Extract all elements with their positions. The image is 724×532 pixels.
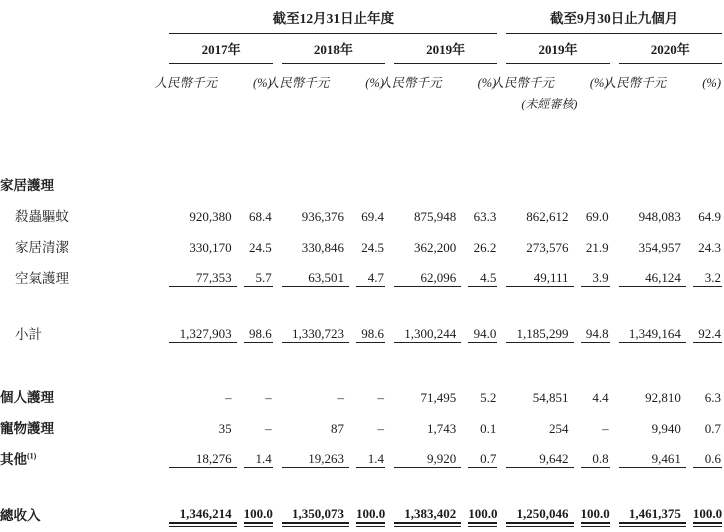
pct-cell: 24.5	[361, 240, 385, 256]
pct-cell: 4.4	[592, 390, 609, 406]
table-row-total-revenue	[0, 498, 722, 524]
value-cell: 920,380	[189, 209, 232, 225]
percent-unit-label: (%)	[589, 75, 609, 90]
pct-cell: 100.0	[244, 507, 273, 524]
currency-unit-label: 人民幣千元	[379, 75, 442, 90]
pct-cell: 3.2	[693, 271, 722, 287]
percent-unit-label: (%)	[477, 75, 497, 90]
value-cell: 862,612	[526, 209, 569, 225]
units-header-row	[0, 64, 722, 90]
pct-cell: 94.0	[468, 327, 497, 343]
currency-unit-label: 人民幣千元	[603, 75, 667, 90]
period-group-annual: 截至12月31日止年度	[169, 11, 497, 34]
value-cell: 19,263	[282, 452, 349, 468]
others-label-text: 其他	[0, 452, 27, 468]
pct-cell: 100.0	[581, 507, 610, 524]
value-cell: 1,346,214	[169, 507, 236, 524]
value-cell: 1,300,244	[394, 327, 461, 343]
value-cell: 330,846	[301, 240, 344, 256]
currency-unit-label: 人民幣千元	[266, 75, 330, 90]
value-cell: 35	[218, 421, 232, 437]
pct-cell: 69.4	[361, 209, 385, 225]
currency-unit-label: 人民幣千元	[491, 75, 554, 90]
pct-cell: 0.8	[581, 452, 610, 468]
value-cell: 362,200	[413, 240, 457, 256]
value-cell: 87	[330, 421, 344, 437]
pct-cell: 24.5	[248, 240, 272, 256]
revenue-breakdown-table	[0, 4, 722, 524]
table-row-air-care	[0, 256, 722, 287]
value-cell: 1,185,299	[506, 327, 573, 343]
table-row-cleaning	[0, 225, 722, 256]
value-cell: 71,495	[420, 390, 457, 406]
year-header-2017: 2017年	[169, 43, 272, 64]
pct-cell: 1.4	[244, 452, 273, 468]
row-label-cleaning: 家居清潔	[15, 240, 69, 256]
pct-cell: 4.7	[356, 271, 385, 287]
pct-cell: 3.9	[581, 271, 610, 287]
value-cell: 54,851	[532, 390, 569, 406]
percent-unit-label: (%)	[702, 75, 721, 90]
year-header-2020-9m: 2020年	[619, 43, 722, 64]
value-cell: 1,743	[426, 421, 457, 437]
period-group-nine-month: 截至9月30日止九個月	[506, 11, 722, 34]
pct-cell: 69.0	[585, 209, 609, 225]
value-cell: 9,920	[394, 452, 461, 468]
spacer-row	[0, 468, 722, 498]
year-header-2018: 2018年	[282, 43, 385, 64]
table-row-subtotal	[0, 319, 722, 343]
row-label-air-care: 空氣護理	[15, 271, 69, 287]
value-cell: 1,461,375	[619, 507, 686, 524]
pct-cell: 92.4	[693, 327, 722, 343]
row-label-others	[0, 437, 160, 468]
value-cell: 63,501	[282, 271, 349, 287]
pct-cell: 100.0	[356, 507, 385, 524]
pct-cell: 100.0	[468, 507, 497, 524]
pct-cell: 0.1	[480, 421, 497, 437]
period-group-header-row	[0, 4, 722, 34]
unaudited-note: (未經審核)	[521, 97, 578, 112]
value-cell: 18,276	[169, 452, 236, 468]
pct-cell: 24.3	[698, 240, 721, 256]
year-header-row	[0, 34, 722, 64]
pct-cell: 100.0	[693, 507, 722, 524]
spacer-row	[0, 287, 722, 319]
value-cell: 254	[549, 421, 569, 437]
currency-unit-label: 人民幣千元	[154, 75, 217, 90]
row-label-home-care: 家居護理	[0, 178, 54, 194]
value-cell: 1,349,164	[619, 327, 686, 343]
pct-cell: 98.6	[244, 327, 273, 343]
pct-cell: –	[602, 421, 609, 437]
unaudited-note-row	[0, 90, 722, 112]
value-cell: –	[337, 390, 344, 406]
percent-unit-label: (%)	[365, 75, 385, 90]
pct-cell: 6.3	[704, 390, 721, 406]
pct-cell: 5.2	[480, 390, 497, 406]
table-row-personal-care	[0, 375, 722, 406]
percent-unit-label: (%)	[252, 75, 272, 90]
value-cell: 875,948	[413, 209, 457, 225]
pct-cell: –	[377, 390, 385, 406]
value-cell: 1,250,046	[506, 507, 573, 524]
value-cell: 1,327,903	[169, 327, 236, 343]
value-cell: 1,330,723	[282, 327, 349, 343]
value-cell: 9,461	[619, 452, 686, 468]
table-row-insecticide	[0, 194, 722, 225]
spacer-row	[0, 343, 722, 375]
value-cell: 49,111	[506, 271, 573, 287]
value-cell: 9,940	[651, 421, 681, 437]
row-label-subtotal: 小計	[15, 327, 42, 343]
pct-cell: –	[377, 421, 385, 437]
pct-cell: 5.7	[244, 271, 273, 287]
year-header-2019: 2019年	[394, 43, 497, 64]
row-label-personal-care: 個人護理	[0, 390, 54, 406]
value-cell: –	[225, 390, 232, 406]
pct-cell: 1.4	[356, 452, 385, 468]
pct-cell: 94.8	[581, 327, 610, 343]
value-cell: 354,957	[638, 240, 681, 256]
table-row-home-care	[0, 164, 722, 194]
value-cell: 9,642	[506, 452, 573, 468]
pct-cell: –	[265, 390, 272, 406]
row-label-insecticide: 殺蟲驅蚊	[15, 209, 69, 225]
pct-cell: 64.9	[698, 209, 721, 225]
table-row-others	[0, 437, 722, 468]
value-cell: 936,376	[301, 209, 344, 225]
table-row-pet-care	[0, 406, 722, 437]
row-label-total-revenue: 總收入	[0, 508, 41, 524]
row-label-pet-care: 寵物護理	[0, 421, 54, 437]
pct-cell: 26.2	[473, 240, 497, 256]
pct-cell: 0.7	[704, 421, 721, 437]
value-cell: 1,383,402	[394, 507, 461, 524]
footnote-marker: (1)	[27, 451, 37, 461]
value-cell: 1,350,073	[282, 507, 349, 524]
value-cell: 62,096	[394, 271, 461, 287]
value-cell: 948,083	[638, 209, 681, 225]
value-cell: 77,353	[169, 271, 236, 287]
value-cell: 330,170	[189, 240, 232, 256]
pct-cell: 4.5	[468, 271, 497, 287]
pct-cell: –	[265, 421, 272, 437]
spacer-row	[0, 112, 722, 164]
year-header-2019-9m: 2019年	[506, 43, 609, 64]
pct-cell: 98.6	[356, 327, 385, 343]
value-cell: 92,810	[645, 390, 681, 406]
value-cell: 46,124	[619, 271, 686, 287]
pct-cell: 68.4	[248, 209, 272, 225]
value-cell: 273,576	[526, 240, 569, 256]
pct-cell: 21.9	[585, 240, 609, 256]
pct-cell: 63.3	[473, 209, 497, 225]
pct-cell: 0.6	[693, 452, 722, 468]
pct-cell: 0.7	[468, 452, 497, 468]
